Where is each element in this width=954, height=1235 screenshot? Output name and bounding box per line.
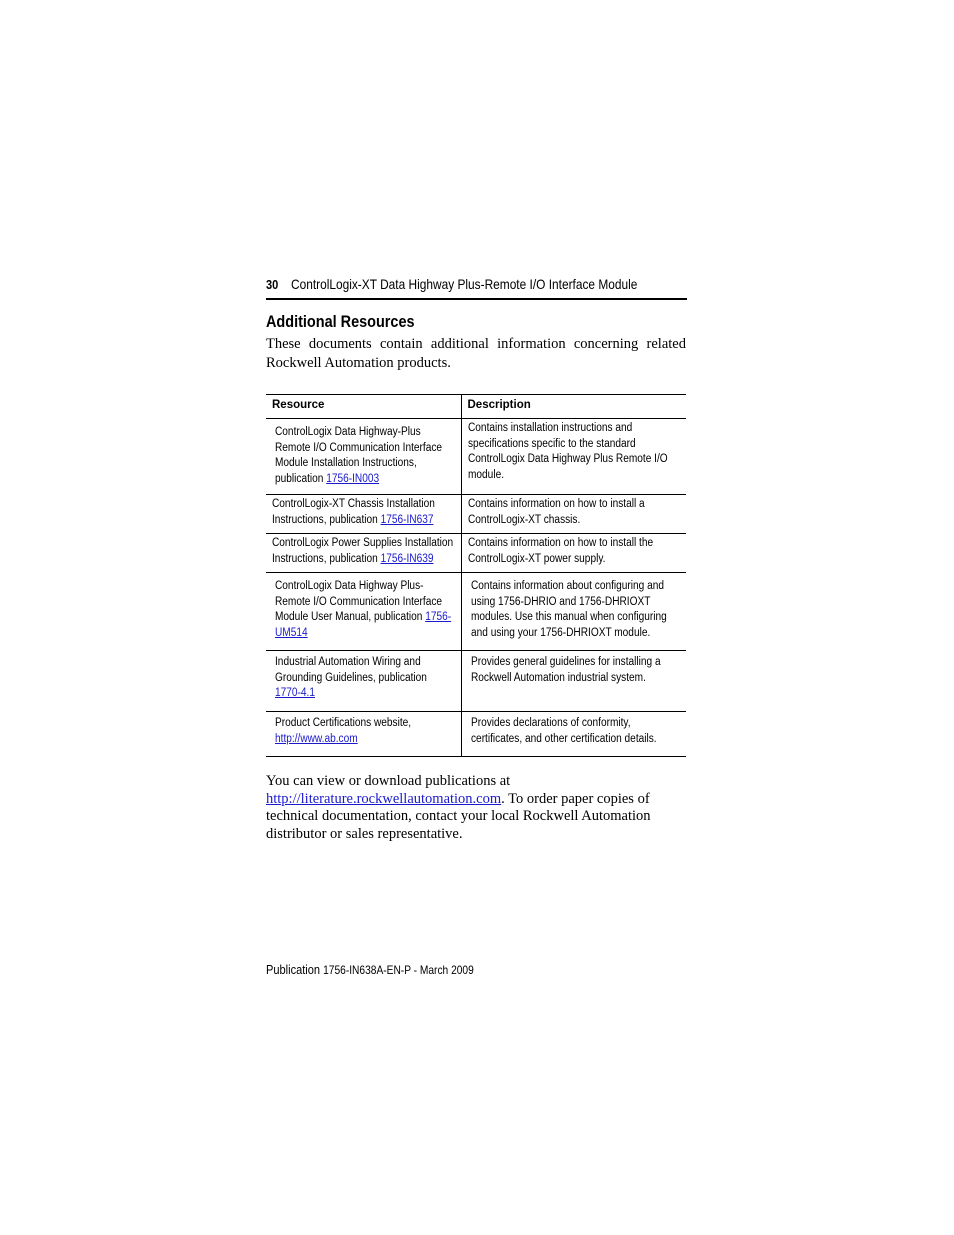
resource-cell (266, 495, 461, 534)
resource-cell (266, 419, 461, 495)
page-header (266, 272, 687, 300)
table-row (266, 651, 686, 712)
resource-text: ControlLogix Power Supplies Installation Instructions, publication (272, 537, 454, 565)
resource-text: Product Certifications website, (275, 717, 412, 729)
literature-link[interactable]: http://literature.rockwellautomation.com (266, 790, 502, 807)
section-heading: Additional Resources (266, 312, 415, 331)
footer-publication-id: 1756-IN638A-EN-P - March 2009 (323, 963, 474, 977)
description-cell (461, 419, 686, 495)
table-row (266, 712, 686, 757)
description-text: Contains information on how to install the ControlLogix-XT power supply. (467, 537, 653, 565)
page-number: 30 (266, 277, 279, 292)
description-text: Contains installation instructions and specifications specific to the standard ControlLogix Data Highway Plus Remote I/O module. (467, 422, 668, 481)
footer-label: Publication (266, 962, 324, 977)
resource-cell (266, 651, 461, 712)
table-row (266, 573, 686, 651)
closing-paragraph (266, 773, 671, 843)
resources-table (266, 394, 686, 757)
resource-text: ControlLogix-XT Chassis Installation Instructions, publication (272, 498, 435, 526)
description-text: Contains information about configuring and using 1756-DHRIO and 1756-DHRIOXT modules. Use this manual when configuring and using your 1756-DHRIOXT module. (470, 580, 667, 639)
publication-link[interactable]: 1756-UM514 (275, 611, 452, 639)
header-title: ControlLogix-XT Data Highway Plus-Remote I/O Interface Module (291, 276, 638, 292)
description-cell (461, 712, 686, 757)
column-header-resource: Resource (266, 395, 461, 419)
resource-text: Industrial Automation Wiring and Grounding Guidelines, publication (275, 656, 427, 684)
description-text: Provides declarations of conformity, certificates, and other certification details. (470, 717, 657, 745)
page-footer (266, 962, 474, 977)
publication-link[interactable]: 1756-IN639 (380, 552, 434, 565)
column-header-description: Description (461, 395, 686, 419)
description-text: Contains information on how to install a ControlLogix-XT chassis. (467, 498, 645, 526)
closing-text-start: You can view or download publications at (266, 773, 511, 789)
intro-paragraph: These documents contain additional information concerning related Rockwell Automation products. (266, 336, 686, 371)
table-row (266, 419, 686, 495)
resource-cell (266, 573, 461, 651)
table-row (266, 495, 686, 534)
resource-cell (266, 534, 461, 573)
table-row (266, 534, 686, 573)
resource-cell (266, 712, 461, 757)
resource-text: ControlLogix Data Highway-Plus Remote I/O Communication Interface Module Installation Instructions, publication (275, 426, 443, 485)
closing-text-end: . To order paper copies of technical documentation, contact your local Rockwell Automation distributor or sales representative. (266, 790, 651, 842)
description-cell (461, 651, 686, 712)
publication-link[interactable]: 1770-4.1 (275, 687, 315, 700)
description-cell (461, 534, 686, 573)
resource-text: ControlLogix Data Highway Plus-Remote I/O Communication Interface Module User Manual, publication (275, 580, 443, 624)
description-cell (461, 573, 686, 651)
description-text: Provides general guidelines for installing a Rockwell Automation industrial system. (470, 656, 661, 684)
description-cell (461, 495, 686, 534)
publication-link[interactable]: 1756-IN003 (326, 472, 380, 485)
website-link[interactable]: http://www.ab.com (275, 732, 358, 745)
table-header-row (266, 395, 686, 419)
publication-link[interactable]: 1756-IN637 (380, 513, 434, 526)
